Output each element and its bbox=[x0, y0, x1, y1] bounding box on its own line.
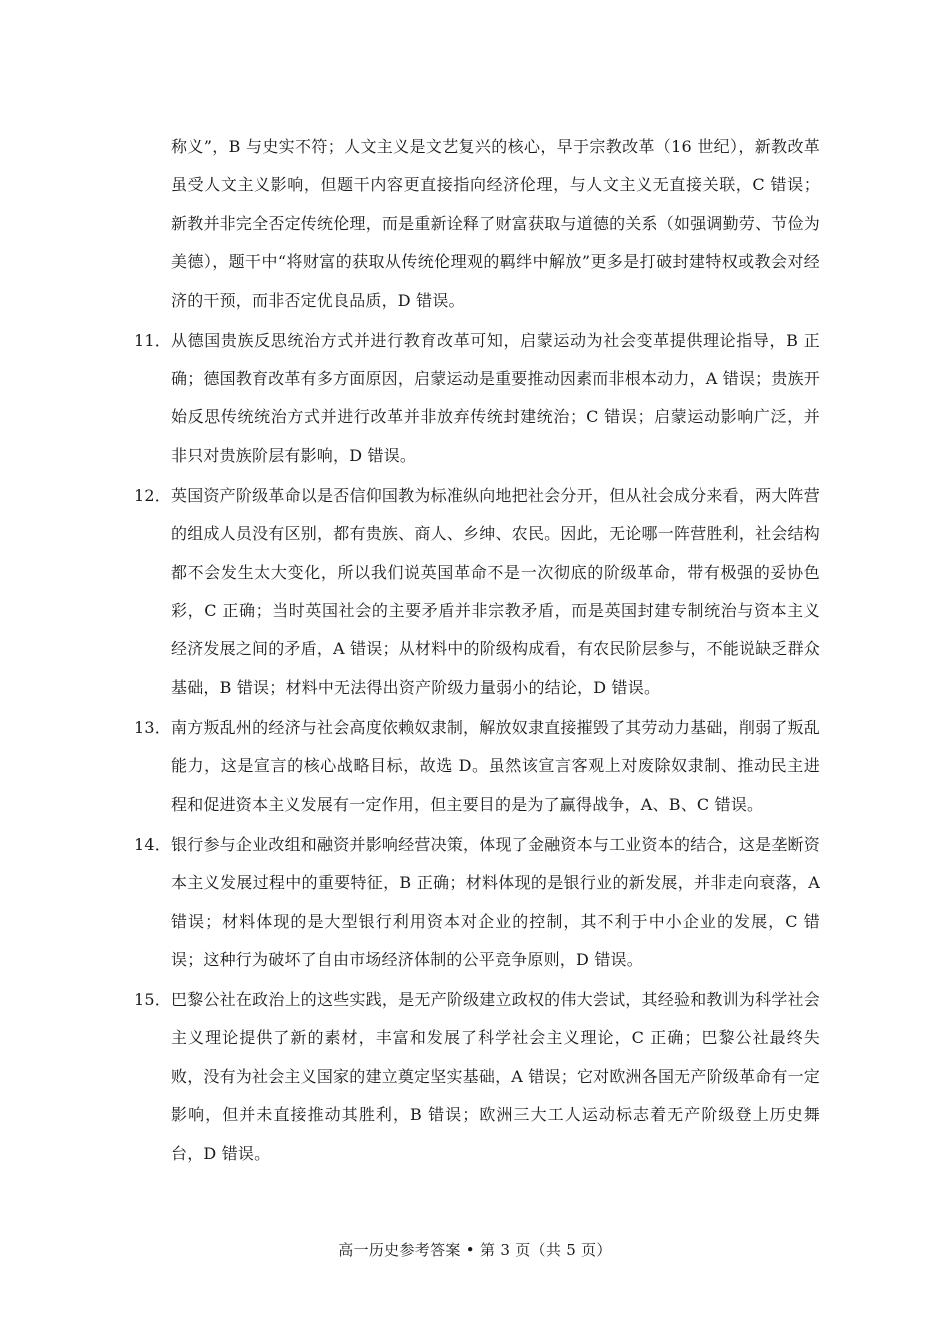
answer-item-11 bbox=[134, 322, 820, 476]
answer-number: 12． bbox=[134, 485, 171, 505]
answer-text: 从德国贵族反思统治方式并进行教育改革可知，启蒙运动为社会变革提供理论指导，B 正确；德国教育改革有多方面原因，启蒙运动是重要推动因素而非根本动力，A 错误；贵族开始反思传统统治方式并进行改革并非放弃传统封建统治；C 错误；启蒙运动影响广泛，并非只对贵族阶层有影响，D 错误。 bbox=[171, 330, 820, 465]
answer-number: 15． bbox=[134, 989, 171, 1009]
page-footer: 高一历史参考答案 • 第 3 页（共 5 页） bbox=[338, 1241, 612, 1259]
answer-item-13 bbox=[134, 709, 820, 824]
answer-content bbox=[134, 128, 820, 1175]
answer-item-14 bbox=[134, 826, 820, 980]
answer-text: 英国资产阶级革命以是否信仰国教为标准纵向地把社会分开，但从社会成分来看，两大阵营的组成人员没有区别，都有贵族、商人、乡绅、农民。因此，无论哪一阵营胜利，社会结构都不会发生太大变化，所以我们说英国革命不是一次彻底的阶级革命，带有极强的妥协色彩，C 正确；当时英国社会的主要矛盾并非宗教矛盾，而是英国封建专制统治与资本主义经济发展之间的矛盾，A 错误；从材料中的阶级构成看，有农民阶层参与，不能说缺乏群众基础，B 错误；材料中无法得出资产阶级力量弱小的结论，D 错误。 bbox=[171, 485, 820, 697]
answer-number: 11． bbox=[134, 330, 171, 350]
answer-text: 巴黎公社在政治上的这些实践，是无产阶级建立政权的伟大尝试，其经验和教训为科学社会主义理论提供了新的素材，丰富和发展了科学社会主义理论，C 正确；巴黎公社最终失败，没有为社会主义国家的建立奠定坚实基础，A 错误；它对欧洲各国无产阶级革命有一定影响，但并未直接推动其胜利，B 错误；欧洲三大工人运动标志着无产阶级登上历史舞台，D 错误。 bbox=[171, 989, 820, 1163]
answer-text: 银行参与企业改组和融资并影响经营决策，体现了金融资本与工业资本的结合，这是垄断资本主义发展过程中的重要特征，B 正确；材料体现的是银行业的新发展，并非走向衰落，A 错误；材料体现的是大型银行利用资本对企业的控制，其不利于中小企业的发展，C 错误；这种行为破坏了自由市场经济体制的公平竞争原则，D 错误。 bbox=[171, 834, 820, 969]
answer-item-12 bbox=[134, 477, 820, 707]
answer-paragraph-continued bbox=[134, 128, 820, 320]
answer-item-15 bbox=[134, 981, 820, 1173]
answer-number: 14． bbox=[134, 834, 171, 854]
answer-text: 南方叛乱州的经济与社会高度依赖奴隶制，解放奴隶直接摧毁了其劳动力基础，削弱了叛乱能力，这是宣言的核心战略目标，故选 D。虽然该宣言客观上对废除奴隶制、推动民主进程和促进资本主义发展有一定作用，但主要目的是为了赢得战争，A、B、C 错误。 bbox=[171, 717, 820, 814]
answer-number: 13． bbox=[134, 717, 171, 737]
answer-text: 称义”，B 与史实不符；人文主义是文艺复兴的核心，早于宗教改革（16 世纪），新教改革虽受人文主义影响，但题干内容更直接指向经济伦理，与人文主义无直接关联，C 错误；新教并非完全否定传统伦理，而是重新诠释了财富获取与道德的关系（如强调勤劳、节俭为美德），题干中“将财富的获取从传统伦理观的羁绊中解放”更多是打破封建特权或教会对经济的干预，而非否定优良品质，D 错误。 bbox=[171, 137, 820, 310]
